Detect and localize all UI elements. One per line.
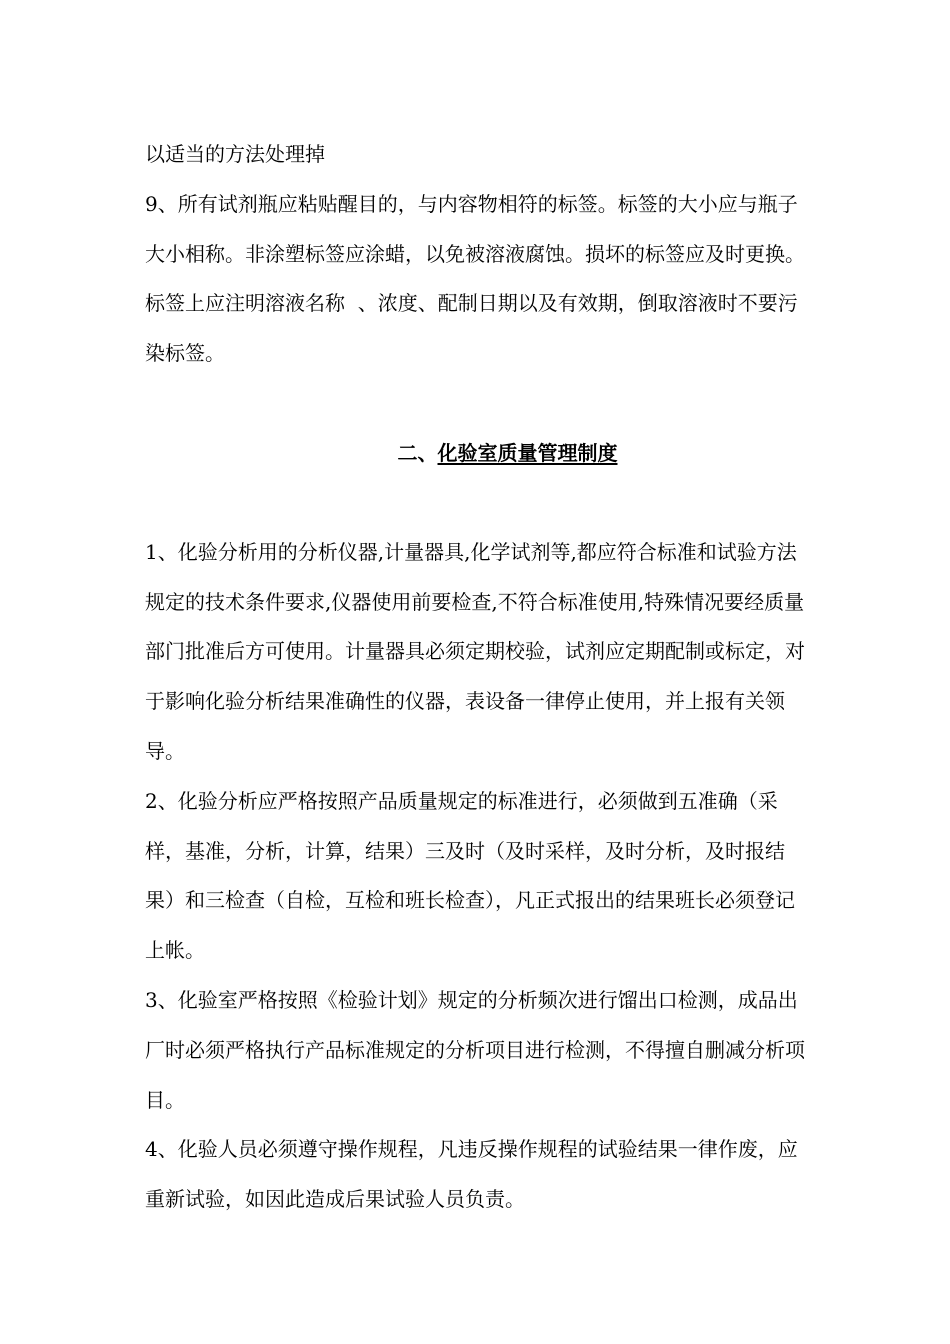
paragraph-item-3: 3、化验室严格按照《检验计划》规定的分析频次进行馏出口检测，成品出厂时必须严格执行产品标准规定的分析项目进行检测，不得擅自删减分析项目。 <box>145 987 805 1112</box>
paragraph-item-1: 1、化验分析用的分析仪器,计量器具,化学试剂等,都应符合标准和试验方法规定的技术条件要求,仪器使用前要检查,不符合标准使用,特殊情况要经质量部门批准后方可使用。计量器具必须定期校验，试剂应定期配制或标定，对于影响化验分析结果准确性的仪器，表设备一律停止使用，并上报有关领导。 <box>145 539 805 763</box>
section-heading <box>145 429 810 479</box>
document-body <box>145 130 810 1225</box>
section-heading-title: 化验室质量管理制度 <box>437 440 618 465</box>
paragraph-item-4: 4、化验人员必须遵守操作规程，凡违反操作规程的试验结果一律作废，应重新试验，如因此造成后果试验人员负责。 <box>145 1137 798 1212</box>
paragraph-reagent-labels: 9、所有试剂瓶应粘贴醒目的，与内容物相符的标签。标签的大小应与瓶子大小相称。非涂塑标签应涂蜡，以免被溶液腐蚀。损坏的标签应及时更换。标签上应注明溶液名称 、浓度、配制日期以及有效期，倒取溶液时不要污染标签。 <box>145 191 805 366</box>
spacer <box>145 379 810 429</box>
paragraph-disposal-end: 以适当的方法处理掉 <box>145 142 325 166</box>
section-heading-prefix: 二、 <box>397 440 438 465</box>
spacer <box>145 479 810 528</box>
paragraph-item-2: 2、化验分析应严格按照产品质量规定的标准进行，必须做到五准确（采样，基准，分析，计算，结果）三及时（及时采样，及时分析，及时报结果）和三检查（自检，互检和班长检查），凡正式报出的结果班长必须登记上帐。 <box>145 788 795 963</box>
